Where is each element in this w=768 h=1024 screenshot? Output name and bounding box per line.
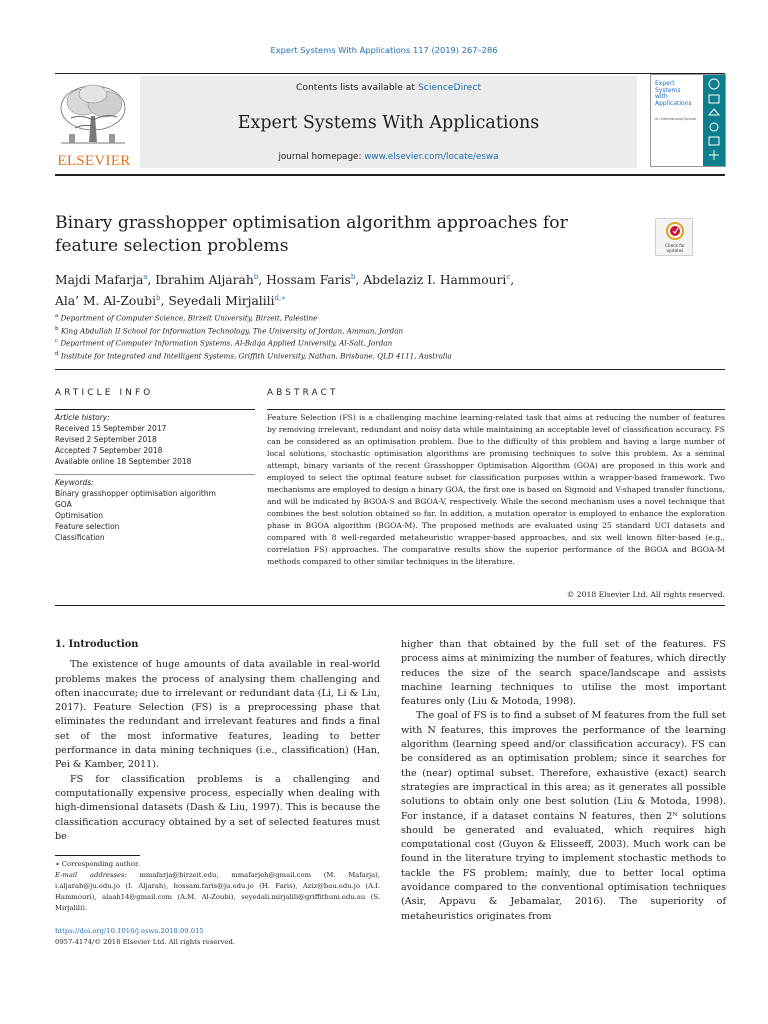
issn-line: 0957-4174/© 2018 Elsevier Ltd. All rights reserved. xyxy=(55,938,235,946)
abstract-rule xyxy=(267,409,725,410)
cover-icon-strip xyxy=(703,75,725,167)
author-name: Ibrahim Aljarah xyxy=(155,273,254,288)
affiliation-text: Department of Computer Information Systems, Al-Balqa Applied University, Al-Salt, Jordan xyxy=(60,338,393,348)
article-info-heading: ARTICLE INFO xyxy=(55,388,154,398)
author-name: Ala’ M. Al-Zoubi xyxy=(55,293,157,308)
article-title: Binary grasshopper optimisation algorithm approaches for feature selection problems xyxy=(55,213,568,256)
author-name: Seyedali Mirjalili xyxy=(168,293,275,308)
keyword-item: Feature selection xyxy=(55,522,120,532)
doi-block xyxy=(55,926,380,948)
keyword-item: Binary grasshopper optimisation algorithm xyxy=(55,489,216,499)
body-left-column xyxy=(55,638,380,844)
footnote-rule xyxy=(55,855,140,856)
affiliation-item xyxy=(55,311,655,324)
homepage-prefix: journal homepage: xyxy=(278,152,365,162)
author-name: Majdi Mafarja xyxy=(55,273,144,288)
article-history xyxy=(55,412,255,467)
abstract-text: Feature Selection (FS) is a challenging machine learning-related task that aims at reducing the number of features by removing irrelevant, redundant and noisy data while maintaining an acceptable level of classification accuracy. FS can be considered as an optimisation problem. Due to the difficulty of this problem and having a large number of local solutions, stochastic optimisation algorithms are promising techniques to solve this problem. As a seminal attempt, binary variants of the recent Grasshopper Optimisation Algorithm (GOA) are proposed in this work and employed to select the optimal feature subset for classification purposes within a wrapper-based framework. Two mechanisms are employed to design a binary GOA, the first one is based on Sigmoid and V-shaped transfer functions, and will be indicated by BGOA-S and BGOA-V, respectively. While the second mechanism uses a novel technique that combines the best solution obtained so far. In addition, a mutation operator is employed to enhance the exploration phase in BGOA algorithm (BGOA-M). The proposed methods are evaluated using 25 standard UCI datasets and compared with 8 well-regarded metaheuristic wrapper-based approaches, and six well known filter-based (e.g., correlation FS) approaches. The comparative results show the superior performance of the BGOA and BGOA-M methods compared to other similar techniques in the literature. xyxy=(267,413,725,566)
email-addresses[interactable]: mmafarja@birzeit.edu, mmafarjeh@gmail.com (M. Mafarja), i.aljarah@ju.edu.jo (I. Aljarah), hossam.faris@ju.edu.jo (H. Faris), Aziz@bau.edu.jo (A.I. Hammouri), alaah14@gmail.com (A.M. Al-Zoubi), seyedali.mirjalili@griffithuni.edu.au (S. Mirjalili). xyxy=(55,871,380,912)
cover-subtitle: An International Journal xyxy=(655,117,697,121)
journal-title: Expert Systems With Applications xyxy=(237,113,540,133)
author-name: Hossam Faris xyxy=(266,273,351,288)
cover-title-line: Systems xyxy=(655,86,681,94)
affiliation-label: d xyxy=(55,350,59,357)
keyword-list xyxy=(55,477,255,544)
check-updates-label: Check for updates xyxy=(665,243,685,253)
history-item: Received 15 September 2017 xyxy=(55,424,167,434)
affiliation-mark[interactable]: b xyxy=(156,293,161,302)
email-label: E-mail addresses: xyxy=(55,871,127,879)
author-name: Abdelaziz I. Hammouri xyxy=(363,273,507,288)
history-item: Revised 2 September 2018 xyxy=(55,435,157,445)
affiliation-item xyxy=(55,324,655,337)
footnotes xyxy=(55,859,380,914)
history-item: Available online 18 September 2018 xyxy=(55,457,192,467)
affiliation-mark[interactable]: d,∗ xyxy=(274,293,286,302)
article-info-divider xyxy=(55,474,255,475)
affiliation-text: King Abdullah II School for Information Technology, The University of Jordan, Amman, Jordan xyxy=(60,325,404,335)
doi-link[interactable]: https://doi.org/10.1016/j.eswa.2018.09.015 xyxy=(55,927,204,935)
journal-homepage xyxy=(140,152,637,162)
cover-title-line: Expert xyxy=(655,80,675,87)
corresponding-author-note: ∗ Corresponding author. xyxy=(55,860,140,868)
body-right-column xyxy=(401,638,726,924)
contents-availability xyxy=(140,82,637,93)
abstract-heading: ABSTRACT xyxy=(267,388,339,398)
cover-title-line: Applications xyxy=(655,99,692,107)
introduction-heading: 1. Introduction xyxy=(55,639,139,650)
elsevier-wordmark[interactable]: ELSEVIER xyxy=(57,153,131,169)
journal-citation[interactable]: Expert Systems With Applications 117 (2019) 267–286 xyxy=(270,45,498,55)
abstract-copyright: © 2018 Elsevier Ltd. All rights reserved. xyxy=(566,590,725,599)
email-footnote xyxy=(55,870,380,914)
author-list: Majdi Mafarja$^a$, Ibrahim Aljarah$^b$, Hossam Faris$^b$, Abdelaziz I. Hammouri$^c$, Ala’ M. Al-Zoubi$^b$, Seyedali Mirjalili$^{d,∗}$ xyxy=(55,273,515,308)
history-item: Accepted 7 September 2018 xyxy=(55,446,163,456)
keyword-item: Optimisation xyxy=(55,511,103,521)
contents-prefix: Contents lists available at xyxy=(295,82,418,93)
keywords-label: Keywords: xyxy=(55,478,94,487)
homepage-link[interactable]: www.elsevier.com/locate/eswa xyxy=(364,152,499,162)
crossmark-icon xyxy=(656,219,694,243)
affiliation-mark[interactable]: b xyxy=(350,273,356,281)
affiliation-mark[interactable]: a xyxy=(143,273,148,281)
header-rule-thick xyxy=(55,174,725,176)
affiliation-label: a xyxy=(55,313,59,319)
header-rule xyxy=(55,73,725,74)
affiliation-mark[interactable]: b xyxy=(253,273,259,281)
keyword-item: GOA xyxy=(55,500,72,510)
cover-icons xyxy=(703,75,725,167)
affiliation-list xyxy=(55,311,655,361)
cover-title-line: with xyxy=(655,93,668,100)
body-paragraph: higher than that obtained by the full set of the features. FS process aims at minimizing the number of features, which directly reduces the size of the search space/landscape and assists machine learning techniques to utilise the most important features only (Liu & Motoda, 1998). xyxy=(401,639,726,708)
body-paragraph: FS for classification problems is a challenging and computationally expensive process, especially when dealing with high-dimensional datasets (Dash & Liu, 1997). This is because the classification accuracy obtained by a set of selected features must be xyxy=(55,773,380,842)
body-paragraph: The existence of huge amounts of data available in real-world problems makes the process of analysing them challenging and often inaccurate; due to irrelevant or redundant data (Li, Li & Liu, 2017). Feature Selection (FS) is a preprocessing phase that eliminates the redundant and irrelevant features and finds a final set of the most informative features, leading to better performance in data mining techniques (i.e., classification) (Han, Pei & Kamber, 2011). xyxy=(55,659,380,771)
affiliation-text: Department of Computer Science, Birzeit University, Birzeit, Palestine xyxy=(60,313,318,323)
article-info-rule xyxy=(55,409,255,410)
cover-title xyxy=(655,81,692,107)
affiliation-mark[interactable]: c xyxy=(506,273,511,281)
affiliation-text: Institute for Integrated and Intelligent Systems, Griffith University, Nathan, Brisbane, QLD 4111, Australia xyxy=(60,351,452,361)
abstract-bottom-rule xyxy=(55,605,725,606)
check-for-updates-button[interactable] xyxy=(655,218,693,256)
section-divider xyxy=(55,369,725,370)
affiliation-item xyxy=(55,349,655,362)
body-paragraph: The goal of FS is to find a subset of M features from the full set with N features, this improves the performance of the learning algorithm (learning speed and/or classification accuracy). FS can be considered as an optimisation problem; since it searches for the (near) optimal subset. Therefore, exhaustive (exact) search strategies are impractical in this area; as it generates all possible solutions to obtain only one best solution (Liu & Motoda, 1998). For instance, if a dataset contains N features, then 2ᴺ solutions should be generated and evaluated, which requires high computational cost (Guyon & Elisseeff, 2003). Much work can be found in the literature trying to implement stochastic methods to tackle the FS problem; mainly, due to better local optima avoidance compared to the conventional optimisation techniques (Asir, Appavu & Jebamalar, 2016). The superiority of metaheuristics originates from xyxy=(401,710,726,922)
journal-cover-thumbnail[interactable] xyxy=(650,74,726,167)
affiliation-label: b xyxy=(55,325,59,332)
sciencedirect-link[interactable]: ScienceDirect xyxy=(417,82,482,93)
affiliation-item xyxy=(55,336,655,349)
keyword-item: Classification xyxy=(55,533,105,543)
history-label: Article history: xyxy=(55,413,110,422)
affiliation-label: c xyxy=(55,338,59,345)
